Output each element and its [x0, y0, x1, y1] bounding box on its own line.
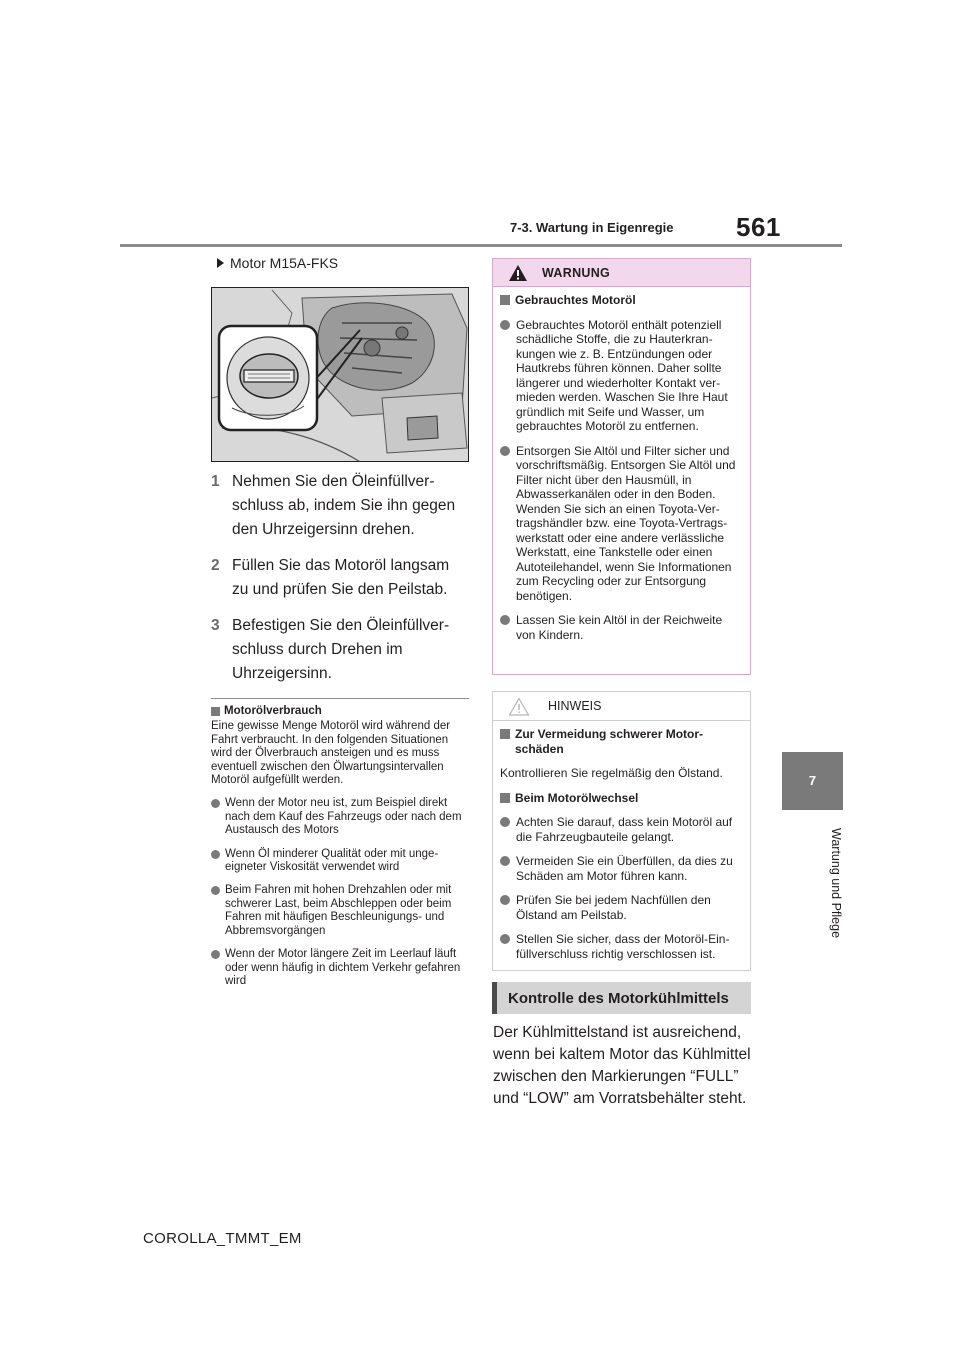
left-column: [211, 255, 469, 998]
round-bullet-icon: [500, 817, 510, 827]
notice-section-title: Beim Motorölwechsel: [515, 790, 639, 805]
round-bullet-icon: [500, 934, 510, 944]
list-item-text: Lassen Sie kein Altöl in der Reichweite von Kindern.: [516, 613, 723, 642]
round-bullet-icon: [211, 850, 220, 859]
notice-header: [493, 692, 750, 721]
square-bullet-icon: [500, 793, 510, 803]
list-item-text: Vermeiden Sie ein Überfüllen, da dies zu Schäden am Motor führen kann.: [516, 854, 733, 883]
list-item-text: Beim Fahren mit hohen Drehzahlen oder mit schwerer Last, beim Abschleppen oder beim Fahren mit häufigen Beschleunigungs- und Abbremsvorgängen: [225, 884, 452, 937]
document-id: COROLLA_TMMT_EM: [143, 1230, 302, 1247]
oil-consumption-heading: [211, 705, 469, 718]
list-item-text: Prüfen Sie bei jedem Nachfüllen den Ölstand am Peilstab.: [516, 893, 711, 922]
coolant-heading: Kontrolle des Motorkühlmittels: [492, 982, 751, 1014]
round-bullet-icon: [500, 856, 510, 866]
chapter-label: Wartung und Pflege: [829, 827, 843, 939]
step-text: Füllen Sie das Motoröl langsam zu und prüfen Sie den Peilstab.: [232, 557, 450, 598]
step-number: 3: [211, 617, 220, 634]
list-item: [211, 797, 469, 837]
list-item: [500, 932, 742, 961]
round-bullet-icon: [500, 446, 510, 456]
warning-section-heading: [500, 293, 742, 308]
list-item: [211, 948, 469, 988]
list-item-text: Stellen Sie sicher, dass der Motoröl-Einfüllverschluss richtig verschlossen ist.: [516, 932, 730, 961]
list-item-text: Gebrauchtes Motoröl enthält potenziell schädliche Stoffe, die zu Hauterkrankungen wie z. B. Entzündungen oder Hautkrebs führen können. Daher sollte längerer und wiederholter Kontakt vermieden werden. Waschen Sie Ihre Haut gründlich mit Seife und Wasser, um gebrauchtes Motoröl zu entfernen.: [516, 317, 728, 433]
oil-consumption-intro: Eine gewisse Menge Motoröl wird während der Fahrt verbraucht. In den folgenden Situationen wird der Ölverbrauch ansteigen und es muss eventuell zwischen den Ölwartungsintervallen Motoröl aufgefüllt werden.: [211, 720, 451, 787]
round-bullet-icon: [211, 886, 220, 895]
list-item: [500, 613, 742, 642]
square-bullet-icon: [500, 295, 510, 305]
oil-consumption-title: Motorölverbrauch: [224, 705, 322, 717]
coolant-paragraph: Der Kühlmittelstand ist ausreichend, wenn bei kaltem Motor das Kühlmittel zwischen den Markierungen “FULL” und “LOW” am Vorratsbehälter steht.: [493, 1024, 751, 1107]
round-bullet-icon: [500, 320, 510, 330]
notice-triangle-icon: [508, 697, 530, 716]
step-text: Nehmen Sie den Öleinfüllverschluss ab, indem Sie ihn gegen den Uhrzeigersinn drehen.: [232, 473, 456, 538]
list-item: [500, 318, 742, 434]
round-bullet-icon: [500, 615, 510, 625]
step-number: 1: [211, 473, 220, 490]
steps-list: [211, 470, 469, 686]
triangle-bullet-icon: [217, 258, 224, 268]
notice-section-heading: [500, 791, 742, 806]
header-rule: [120, 244, 842, 247]
warning-body: [493, 287, 750, 642]
notice-section-title: Zur Vermeidung schwerer Motorschäden: [515, 727, 704, 756]
notice-box: [492, 691, 751, 971]
oil-consumption-section: [211, 705, 469, 988]
warning-title: WARNUNG: [542, 265, 611, 280]
section-title: 7-3. Wartung in Eigenregie: [510, 220, 674, 235]
step-item: [211, 554, 469, 602]
section-divider: [211, 698, 469, 699]
notice-title: HINWEIS: [548, 699, 602, 713]
step-text: Befestigen Sie den Öleinfüllverschluss durch Drehen im Uhrzeigersinn.: [232, 617, 450, 682]
list-item-text: Achten Sie darauf, dass kein Motoröl auf die Fahrzeugbauteile gelangt.: [516, 815, 733, 844]
step-item: [211, 470, 469, 542]
notice-section-heading: [500, 727, 742, 756]
engine-heading-text: Motor M15A-FKS: [230, 255, 339, 271]
engine-heading: [217, 255, 469, 271]
list-item: [211, 848, 469, 875]
list-item: [500, 893, 742, 922]
warning-triangle-icon: [508, 264, 528, 282]
notice-paragraph: Kontrollieren Sie regelmäßig den Ölstand.: [500, 766, 723, 780]
list-item-text: Wenn Öl minderer Qualität oder mit ungeeigneter Viskosität verwendet wird: [225, 847, 439, 874]
square-bullet-icon: [211, 707, 220, 716]
list-item: [211, 884, 469, 938]
step-item: [211, 614, 469, 686]
list-item-text: Entsorgen Sie Altöl und Filter sicher und vorschriftsmäßig. Entsorgen Sie Altöl und Filter nicht über den Hausmüll, in Abwasserkanälen oder in den Boden. Wenden Sie sich an einen Toyota-Vertragshändler bzw. eine Toyota-Vertragswerkstatt oder eine andere verlässliche Werkstatt, eine Tankstelle oder einen Autoteilehandel, wenn Sie Informationen zum Recycling oder zur Entsorgung benötigen.: [516, 443, 736, 603]
page-number: 561: [736, 212, 781, 242]
step-number: 2: [211, 557, 220, 574]
notice-body: [493, 721, 750, 961]
round-bullet-icon: [211, 799, 220, 808]
list-item-text: Wenn der Motor längere Zeit im Leerlauf läuft oder wenn häufig in dichtem Verkehr gefahren wird: [225, 948, 461, 987]
engine-illustration: [211, 287, 469, 462]
warning-section-title: Gebrauchtes Motoröl: [515, 293, 636, 307]
list-item: [500, 815, 742, 844]
list-item: [500, 444, 742, 604]
list-item: [500, 854, 742, 883]
warning-header: [493, 259, 750, 287]
round-bullet-icon: [211, 950, 220, 959]
chapter-tab[interactable]: 7: [782, 752, 843, 810]
warning-box: [492, 258, 751, 675]
round-bullet-icon: [500, 895, 510, 905]
square-bullet-icon: [500, 729, 510, 739]
list-item-text: Wenn der Motor neu ist, zum Beispiel direkt nach dem Kauf des Fahrzeugs oder nach dem Austausch des Motors: [225, 797, 462, 837]
